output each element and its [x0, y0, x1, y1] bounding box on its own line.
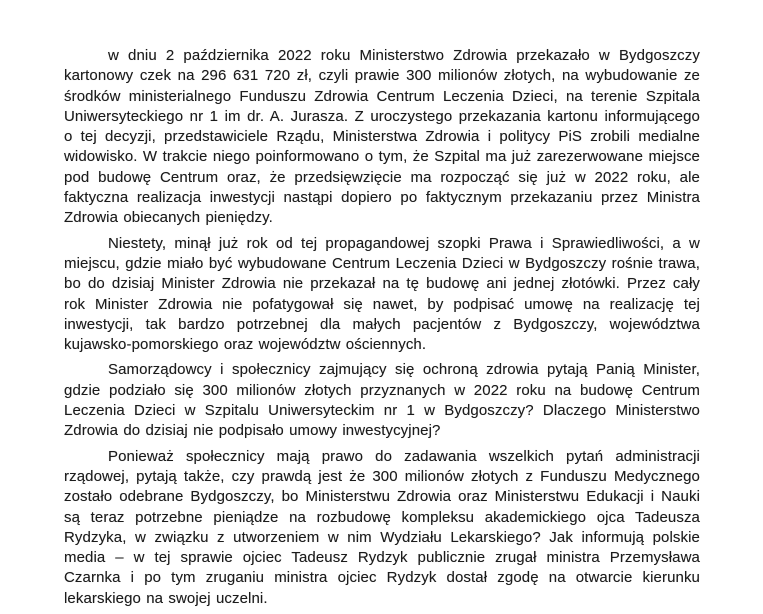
paragraph-year-later-no-money: Niestety, minął już rok od tej propagandowej szopki Prawa i Sprawiedliwości, a w miejscu, gdzie miało być wybudowane Centrum Leczenia Dzieci w Bydgoszczy rośnie trawa, bo do dzisiaj Minister Zdrowia nie przekazał na tę budowę ani jednej złotówki. Przez cały rok Minister Zdrowia nie pofatygował się nawet, by podpisać umowę na realizację tej inwestycji, tak bardzo potrzebnej dla małych pacjentów z Bydgoszczy, województwa kujawsko-pomorskiego oraz województw ościennych.	[64, 234, 700, 354]
document-page	[64, 46, 700, 614]
paragraph-medical-fund-question: Ponieważ społecznicy mają prawo do zadawania wszelkich pytań administracji rządowej, pytają także, czy prawdą jest że 300 milionów złotych z Funduszu Medycznego zostało odebrane Bydgoszczy, bo Ministerstwu Zdrowia oraz Ministerstwu Edukacji i Nauki są teraz potrzebne pieniądze na rozbudowę kompleksu akademickiego ojca Tadeusza Rydzyka, w związku z utworzeniem w nim Wydziału Lekarskiego? Jak informują polskie media – w tej sprawie ojciec Tadeusz Rydzyk publicznie zrugał ministra Przemysława Czarnka i po tym zruganiu ministra ojciec Rydzyk dostał zgodę na otwarcie kierunku lekarskiego na swojej uczelni.	[64, 447, 700, 607]
paragraph-question-to-minister: Samorządowcy i społecznicy zajmujący się ochroną zdrowia pytają Panią Minister, gdzie podziało się 300 milionów złotych przyznanych w 2022 roku na budowę Centrum Leczenia Dzieci w Szpitalu Uniwersyteckim nr 1 w Bydgoszczy? Dlaczego Ministerstwo Zdrowia do dzisiaj nie podpisało umowy inwestycyjnej?	[64, 361, 700, 440]
paragraph-check-handover: w dniu 2 października 2022 roku Ministerstwo Zdrowia przekazało w Bydgoszczy kartonowy czek na 296 631 720 zł, czyli prawie 300 milionów złotych, na wybudowanie ze środków ministerialnego Funduszu Zdrowia Centrum Leczenia Dzieci, na terenie Szpitala Uniwersyteckiego nr 1 im dr. A. Jurasza. Z uroczystego przekazania kartonu informującego o tej decyzji, przedstawiciele Rządu, Ministerstwa Zdrowia i politycy PiS zrobili medialne widowisko. W trakcie niego poinformowano o tym, że Szpital ma już zarezerwowane miejsce pod budowę Centrum oraz, że przedsięwzięcie ma rozpocząć się już w 2022 roku, ale faktyczna realizacja inwestycji nastąpi dopiero po faktycznym przekazaniu przez Ministra Zdrowia obiecanych pieniędzy.	[64, 47, 700, 227]
